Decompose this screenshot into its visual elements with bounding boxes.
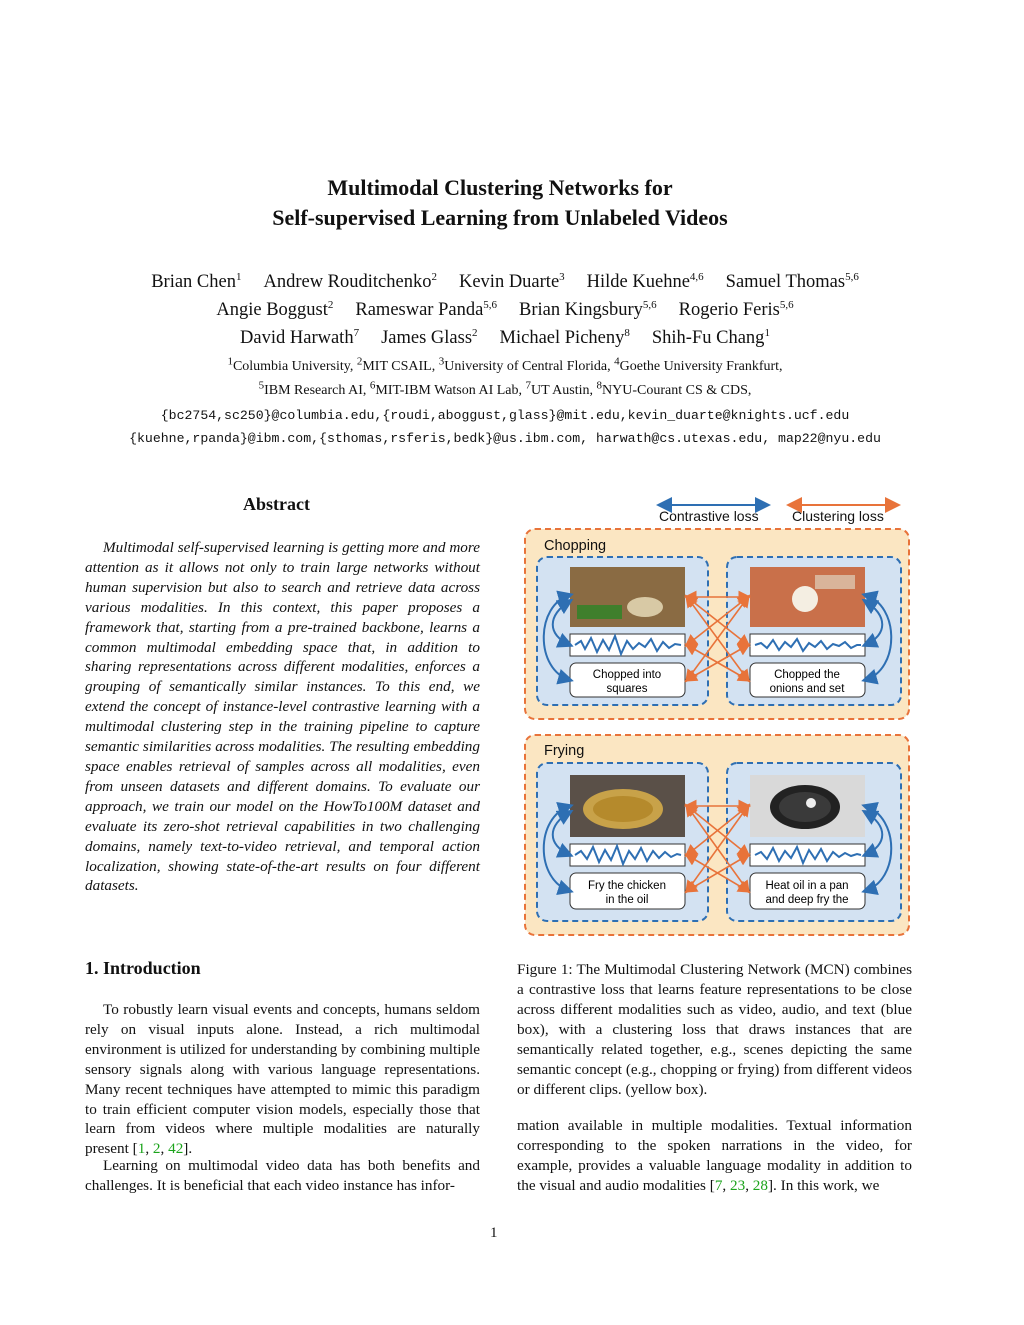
author-affiliation-marker: 5,6 (642, 298, 657, 311)
affiliation-number: 2 (356, 355, 363, 368)
affiliation-number: 4 (614, 355, 620, 368)
author-row-3 (0, 324, 1010, 352)
intro-paragraph-1-end: ]. (183, 1140, 193, 1158)
author-affiliation-marker: 1 (235, 270, 242, 283)
caption-text: Chopped into (592, 669, 662, 681)
chopping-label: Chopping (544, 538, 607, 554)
intro-paragraph-1-text: To robustly learn visual events and concepts, humans seldom rely on visual inputs alone. Instead, a rich multimodal environment is utilized for understanding by combining multiple sensory signals along with various language representations. Many recent techniques have attempted to mimic this paradigm to train efficient computer vision models, especially those that learn from videos where multiple modalities are naturally present [ (85, 1001, 480, 1158)
paper-title-line-2: Self-supervised Learning from Unlabeled Videos (272, 205, 728, 230)
introduction-heading: 1. Introduction (85, 958, 201, 978)
emails-line-2: {kuehne,rpanda}@ibm.com,{sthomas,rsferis,bedk}@us.ibm.com, harwath@cs.utexas.edu, map22@nyu.edu (129, 431, 881, 446)
affiliation-name: Columbia University, (232, 359, 357, 374)
affiliation-name: MIT-IBM Watson AI Lab, (375, 383, 526, 398)
affiliation-name: MIT CSAIL, (362, 359, 439, 374)
right-paragraph-end: ]. In this work, we (767, 1176, 880, 1194)
abstract-heading: Abstract (243, 494, 310, 514)
affiliation-name: UT Austin, (531, 383, 597, 398)
paper-title-line-1: Multimodal Clustering Networks for (327, 175, 673, 200)
author-affiliation-marker: 5,6 (845, 270, 859, 283)
author-affiliation-marker: 5,6 (483, 298, 498, 311)
citation-link[interactable]: 42 (168, 1140, 184, 1158)
caption-text: Fry the chicken (588, 880, 666, 892)
abstract-text: Multimodal self-supervised learning is getting more and more attention as it allows not only to train large networks without human supervision but also to search and retrieve data across various modalities. In this context, this paper proposes a framework that, starting from a pre-trained backbone, learns a common multimodal embedding space that, in addition to sharing representations across different modalities, enforces a grouping of semantically similar instances. To this end, we extend the concept of instance-level contrastive learning with a multimodal clustering step in the training pipeline to capture semantic similarities across modalities. The resulting embedding space enables retrieval of samples across all modalities, even from unseen datasets and different domains. To evaluate our approach, we train our model on the HowTo100M dataset and evaluate its zero-shot retrieval capabilities in two challenging domains, namely text-to-video retrieval, and temporal action localization, showing state-of-the-art results on four different datasets. (85, 539, 480, 895)
affiliation-name: Goethe University Frankfurt, (619, 359, 783, 374)
citation-link[interactable]: 2 (152, 1140, 161, 1158)
citation-link[interactable]: 23 (730, 1176, 746, 1194)
figure-1-diagram (515, 495, 915, 945)
author-affiliation-marker: 5,6 (779, 298, 794, 311)
affiliation-number: 6 (369, 379, 376, 392)
author-name: Michael Picheny$^8$ (499, 326, 630, 348)
author-name: Brian Chen$^1$ (151, 270, 242, 292)
author-name: Hilde Kuehne$^{4,6}$ (586, 270, 704, 292)
author-affiliation-marker: 4,6 (689, 270, 704, 283)
affiliation-number: 1 (227, 355, 233, 368)
affiliation-number: 7 (525, 379, 532, 392)
affiliations-line-2 (0, 380, 1010, 402)
affiliation-name: University of Central Florida, (444, 359, 615, 374)
author-row-2 (0, 296, 1010, 324)
affiliation-name: IBM Research AI, (264, 383, 370, 398)
author-name: Kevin Duarte$^3$ (458, 270, 565, 292)
legend-clustering-label: Clustering loss (792, 508, 884, 524)
caption-text: and deep fry the (765, 894, 849, 906)
affiliation-name: NYU-Courant CS & CDS, (602, 383, 752, 398)
author-affiliation-marker: 7 (353, 326, 360, 339)
emails-line-1: {bc2754,sc250}@columbia.edu,{roudi,aboggust,glass}@mit.edu,kevin_duarte@knights.ucf.edu (160, 408, 850, 423)
caption-text: Heat oil in a pan (765, 880, 849, 892)
intro-paragraph-1: To robustly learn visual events and concepts, humans seldom rely on visual inputs alone. Instead, a rich multimodal environment is utilized for understanding by combining multiple sensory signals along with various language representations. Many recent techniques have attempted to mimic this paradigm to train efficient computer vision models, especially those that learn from videos where multiple modalities are naturally present [1, 2, 42]. (85, 1001, 480, 1158)
caption-text: Chopped the (774, 669, 840, 681)
author-affiliation-marker: 3 (559, 270, 565, 283)
citation-link[interactable]: 7 (714, 1176, 723, 1194)
author-name: Shih-Fu Chang$^1$ (651, 326, 770, 348)
author-affiliation-marker: 8 (624, 326, 630, 339)
author-name: James Glass$^2$ (381, 326, 478, 348)
author-affiliation-marker: 1 (764, 326, 770, 339)
right-column-paragraph: mation available in multiple modalities. Textual information corresponding to the spoken narrations in the video, for example, provides a valuable language modality in addition to the visual and audio modalities [7, 23, 28]. In this work, we (517, 1117, 912, 1194)
caption-text: in the oil (605, 894, 649, 906)
author-name: Brian Kingsbury$^{5,6}$ (519, 298, 657, 320)
affiliations-line-1 (0, 356, 1010, 378)
citation-link[interactable]: 1 (137, 1140, 146, 1158)
author-name: Rameswar Panda$^{5,6}$ (355, 298, 498, 320)
author-affiliation-marker: 2 (472, 326, 478, 339)
intro-paragraph-2: Learning on multimodal video data has both benefits and challenges. It is beneficial that each video instance has infor- (85, 1157, 480, 1194)
author-affiliation-marker: 2 (431, 270, 437, 283)
right-paragraph-text: mation available in multiple modalities. Textual information corresponding to the spoken narrations in the video, for example, provides a valuable language modality in addition to the visual and audio modalities [ (517, 1117, 912, 1194)
author-name: David Harwath$^7$ (240, 326, 360, 348)
affiliation-number: 5 (258, 379, 265, 392)
author-name: Andrew Rouditchenko$^2$ (263, 270, 437, 292)
author-name: Samuel Thomas$^{5,6}$ (725, 270, 859, 292)
citation-link[interactable]: 28 (752, 1176, 768, 1194)
author-affiliation-marker: 2 (327, 298, 334, 311)
caption-text: onions and set (769, 683, 845, 695)
figure-1-caption: Figure 1: The Multimodal Clustering Network (MCN) combines a contrastive loss that learns feature representations to be close across different modalities such as video, audio, and text (blue box), with a clustering loss that draws instances that are semantically related together, e.g., scenes depicting the same semantic concept (e.g., chopping or frying) from different videos or different clips. (yellow box). (517, 961, 912, 1098)
author-name: Rogerio Feris$^{5,6}$ (678, 298, 794, 320)
caption-text: squares (606, 683, 648, 695)
legend-contrastive-label: Contrastive loss (659, 508, 759, 524)
page-number: 1 (490, 1225, 498, 1241)
author-row-1 (0, 268, 1010, 296)
author-name: Angie Boggust$^2$ (216, 298, 334, 320)
frying-label: Frying (544, 743, 585, 759)
affiliation-number: 8 (596, 379, 603, 392)
affiliation-number: 3 (438, 355, 445, 368)
